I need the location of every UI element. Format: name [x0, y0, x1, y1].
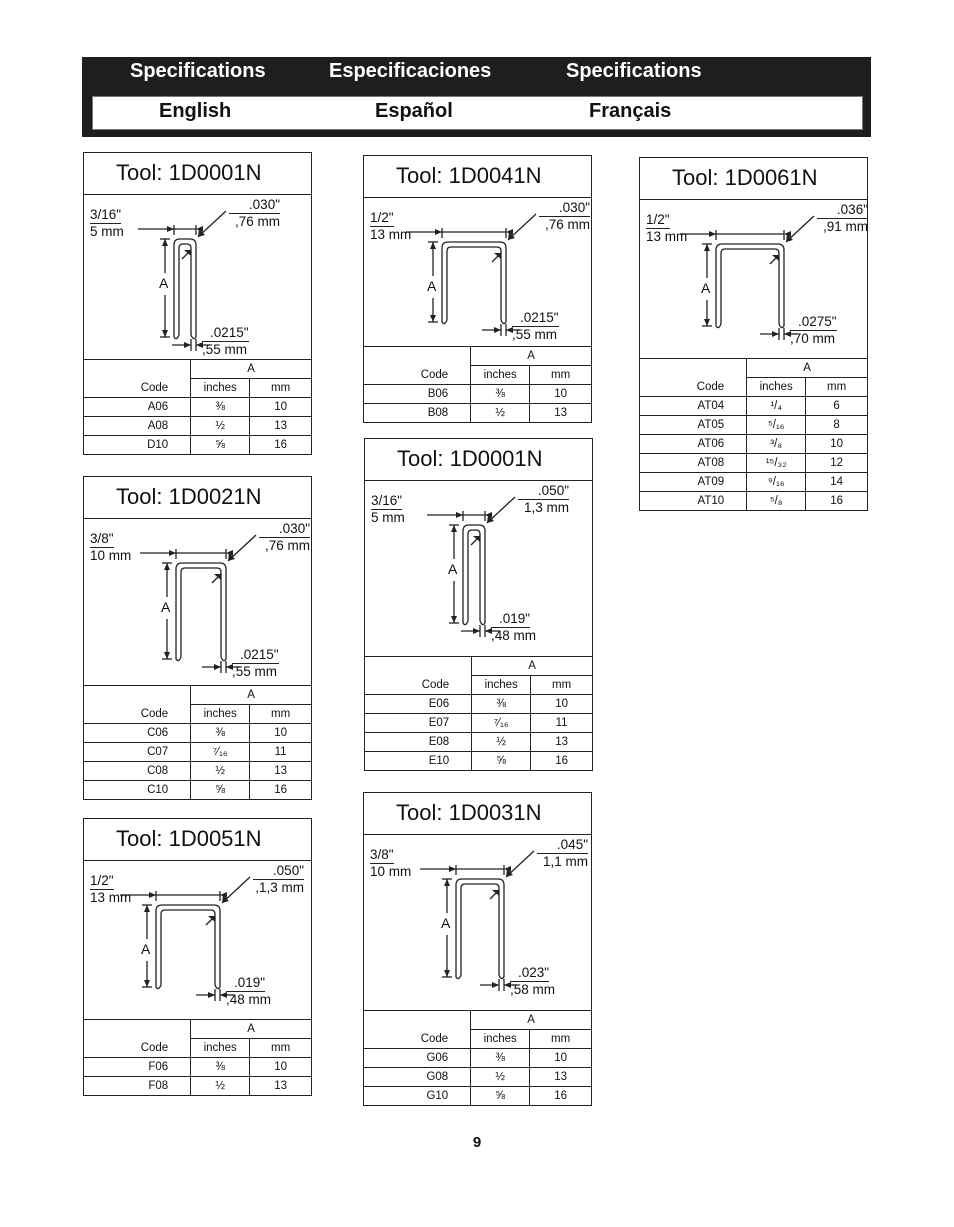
length-mm: 13	[531, 733, 592, 752]
wire-thickness-inches: .0215"	[202, 325, 249, 342]
length-inches: ½	[472, 733, 531, 752]
code-header: Code	[364, 1030, 471, 1049]
table-row	[84, 743, 311, 762]
length-inches: ⁵/₈	[747, 492, 806, 511]
crown-width-inches: 1/2"	[646, 212, 670, 227]
staple-diagram	[84, 861, 311, 1020]
wire-width-inches: .030"	[539, 200, 590, 217]
wire-width-label	[220, 197, 280, 230]
inches-header: inches	[191, 705, 250, 724]
length-inches: ½	[471, 404, 530, 423]
staple-code: G06	[364, 1049, 471, 1068]
table-row	[84, 724, 311, 743]
table-row	[84, 1077, 311, 1096]
staple-spec-table	[84, 686, 311, 799]
wire-thickness-inches: .0215"	[512, 310, 559, 327]
length-inches: ½	[191, 762, 250, 781]
tool-card-1d0001n-b	[364, 438, 593, 771]
wire-width-mm: 1,1 mm	[542, 854, 588, 869]
code-header: Code	[364, 366, 471, 385]
staple-spec-table	[84, 360, 311, 454]
wire-width-mm: ,1,3 mm	[255, 880, 304, 895]
length-mm: 13	[530, 404, 591, 423]
staple-spec-table	[365, 657, 592, 770]
mm-header: mm	[552, 679, 572, 691]
wire-width-label	[509, 483, 569, 516]
wire-thickness-mm: ,70 mm	[790, 331, 836, 346]
tool-title: Tool: 1D0001N	[365, 439, 592, 481]
leg-length-label: A	[141, 941, 151, 957]
staple-code: D10	[84, 436, 191, 455]
length-inches: ⅜	[471, 1049, 530, 1068]
leg-length-label: A	[161, 599, 171, 615]
staple-code: AT10	[640, 492, 747, 511]
length-inches: ⁵/₁₆	[747, 416, 806, 435]
length-inches: ⅝	[472, 752, 531, 771]
staple-code: A08	[84, 417, 191, 436]
mm-header: mm	[271, 708, 291, 720]
staple-spec-table	[640, 359, 867, 510]
wire-width-inches: .030"	[259, 521, 310, 538]
specifications-header	[82, 57, 871, 137]
header-especificaciones: Especificaciones	[329, 60, 492, 82]
staple-code: E07	[365, 714, 472, 733]
code-header: Code	[640, 378, 747, 397]
wire-width-label	[808, 202, 868, 235]
table-row	[365, 695, 592, 714]
wire-thickness-label	[202, 325, 249, 358]
staple-code: F06	[84, 1058, 191, 1077]
inches-header: inches	[472, 676, 531, 695]
crown-width-mm: 5 mm	[90, 224, 124, 239]
crown-width-mm: 10 mm	[90, 548, 132, 563]
crown-width-label	[90, 207, 124, 240]
wire-thickness-mm: ,48 mm	[491, 628, 537, 643]
table-row	[84, 417, 311, 436]
lang-espanol: Español	[375, 100, 453, 122]
length-inches: ⅝	[191, 781, 250, 800]
table-row	[84, 436, 311, 455]
staple-diagram	[84, 195, 311, 360]
table-row	[364, 1068, 591, 1087]
leg-length-label: A	[701, 280, 711, 296]
leg-length-label: A	[441, 915, 451, 931]
crown-width-mm: 13 mm	[370, 227, 412, 242]
wire-width-mm: ,76 mm	[234, 214, 280, 229]
inches-header: inches	[471, 1030, 530, 1049]
staple-code: C08	[84, 762, 191, 781]
table-row	[365, 714, 592, 733]
wire-width-inches: .030"	[229, 197, 280, 214]
staple-spec-table	[84, 1020, 311, 1095]
length-mm: 10	[806, 435, 867, 454]
staple-diagram	[640, 200, 867, 359]
wire-thickness-label	[790, 314, 837, 347]
table-row	[365, 752, 592, 771]
leg-length-header: A	[191, 686, 311, 705]
staple-code: AT06	[640, 435, 747, 454]
table-row	[640, 473, 867, 492]
staple-code: C06	[84, 724, 191, 743]
table-row	[640, 416, 867, 435]
crown-width-mm: 13 mm	[646, 229, 688, 244]
crown-width-inches: 1/2"	[370, 210, 394, 225]
inches-header: inches	[191, 379, 250, 398]
wire-thickness-label	[510, 965, 555, 998]
length-inches: ¹/₄	[747, 397, 806, 416]
wire-thickness-inches: .023"	[510, 965, 549, 982]
length-mm: 10	[250, 724, 311, 743]
wire-thickness-label	[226, 975, 271, 1008]
tool-card-1d0001n-a	[83, 152, 312, 455]
tool-card-1d0021n	[83, 476, 312, 800]
wire-thickness-inches: .0275"	[790, 314, 837, 331]
tool-card-1d0061n	[639, 157, 868, 511]
table-row	[84, 398, 311, 417]
crown-width-label	[90, 531, 131, 564]
staple-diagram	[364, 835, 591, 1011]
length-inches: ³/₈	[747, 435, 806, 454]
crown-width-inches: 3/16"	[371, 493, 403, 508]
code-header: Code	[365, 676, 472, 695]
crown-width-label	[90, 873, 131, 906]
tool-title: Tool: 1D0021N	[84, 477, 311, 519]
leg-length-header: A	[471, 347, 591, 366]
crown-width-inches: 3/8"	[370, 847, 394, 862]
crown-width-label	[370, 847, 411, 880]
mm-header: mm	[551, 1033, 571, 1045]
length-inches: ⅜	[191, 1058, 250, 1077]
tool-title: Tool: 1D0061N	[640, 158, 867, 200]
staple-code: B06	[364, 385, 471, 404]
staple-code: AT05	[640, 416, 747, 435]
crown-width-inches: 3/8"	[90, 531, 114, 546]
length-mm: 11	[250, 743, 311, 762]
table-row	[640, 397, 867, 416]
tool-card-1d0041n	[363, 155, 592, 423]
wire-width-mm: ,76 mm	[264, 538, 310, 553]
staple-code: A06	[84, 398, 191, 417]
crown-width-label	[371, 493, 405, 526]
wire-thickness-label	[232, 647, 279, 680]
staple-diagram	[84, 519, 311, 686]
mm-header: mm	[271, 1042, 291, 1054]
wire-width-label	[528, 837, 588, 870]
staple-code: E08	[365, 733, 472, 752]
crown-width-label	[646, 212, 687, 245]
staple-code: AT09	[640, 473, 747, 492]
length-mm: 12	[806, 454, 867, 473]
leg-length-header: A	[191, 360, 311, 379]
table-row	[364, 385, 591, 404]
length-inches: ⁹/₁₆	[747, 473, 806, 492]
length-inches: ⅝	[471, 1087, 530, 1106]
length-mm: 10	[250, 398, 311, 417]
page-number: 9	[472, 1134, 482, 1151]
wire-thickness-mm: ,55 mm	[232, 664, 278, 679]
length-mm: 13	[530, 1068, 591, 1087]
staple-code: AT04	[640, 397, 747, 416]
length-mm: 11	[531, 714, 592, 733]
length-inches: ½	[471, 1068, 530, 1087]
length-mm: 16	[806, 492, 867, 511]
wire-thickness-mm: ,58 mm	[510, 982, 556, 997]
crown-width-inches: 1/2"	[90, 873, 114, 888]
header-specifications-fr: Specifications	[566, 60, 702, 82]
wire-width-label	[250, 521, 310, 554]
length-mm: 10	[530, 1049, 591, 1068]
leg-length-label: A	[427, 278, 437, 294]
tool-title: Tool: 1D0041N	[364, 156, 591, 198]
wire-width-inches: .045"	[537, 837, 588, 854]
length-mm: 10	[531, 695, 592, 714]
table-row	[364, 404, 591, 423]
length-mm: 16	[250, 781, 311, 800]
wire-thickness-inches: .019"	[226, 975, 265, 992]
crown-width-mm: 10 mm	[370, 864, 412, 879]
length-mm: 14	[806, 473, 867, 492]
lang-francais: Français	[589, 100, 672, 122]
table-row	[84, 1058, 311, 1077]
staple-code: C10	[84, 781, 191, 800]
table-row	[640, 492, 867, 511]
crown-width-mm: 5 mm	[371, 510, 405, 525]
length-inches: ⅜	[471, 385, 530, 404]
length-mm: 10	[250, 1058, 311, 1077]
staple-code: B08	[364, 404, 471, 423]
length-mm: 16	[250, 436, 311, 455]
length-mm: 13	[250, 1077, 311, 1096]
length-mm: 6	[806, 397, 867, 416]
wire-width-inches: .036"	[817, 202, 868, 219]
length-inches: ⁷⁄₁₆	[472, 714, 531, 733]
mm-header: mm	[827, 381, 847, 393]
length-inches: ⅜	[472, 695, 531, 714]
mm-header: mm	[551, 369, 571, 381]
leg-length-label: A	[159, 275, 169, 291]
length-inches: ⅜	[191, 724, 250, 743]
staple-diagram	[365, 481, 592, 657]
length-inches: ½	[191, 417, 250, 436]
length-inches: ⁷⁄₁₆	[191, 743, 250, 762]
staple-diagram	[364, 198, 591, 347]
table-row	[84, 781, 311, 800]
length-mm: 16	[531, 752, 592, 771]
inches-header: inches	[471, 366, 530, 385]
inches-header: inches	[191, 1039, 250, 1058]
leg-length-header: A	[472, 657, 592, 676]
length-inches: ⅝	[191, 436, 250, 455]
crown-width-mm: 13 mm	[90, 890, 132, 905]
table-row	[84, 762, 311, 781]
table-row	[364, 1049, 591, 1068]
tool-title: Tool: 1D0031N	[364, 793, 591, 835]
staple-code: E10	[365, 752, 472, 771]
inches-header: inches	[747, 378, 806, 397]
wire-width-label	[530, 200, 590, 233]
staple-code: F08	[84, 1077, 191, 1096]
wire-thickness-mm: ,55 mm	[512, 327, 558, 342]
leg-length-header: A	[747, 359, 867, 378]
length-mm: 13	[250, 762, 311, 781]
staple-code: C07	[84, 743, 191, 762]
length-mm: 8	[806, 416, 867, 435]
language-row	[92, 96, 863, 130]
table-row	[364, 1087, 591, 1106]
crown-width-label	[370, 210, 411, 243]
wire-width-label	[244, 863, 304, 896]
table-row	[365, 733, 592, 752]
length-mm: 16	[530, 1087, 591, 1106]
code-header: Code	[84, 379, 191, 398]
length-mm: 10	[530, 385, 591, 404]
code-header: Code	[84, 705, 191, 724]
leg-length-header: A	[191, 1020, 311, 1039]
wire-width-mm: 1,3 mm	[523, 500, 569, 515]
tool-card-1d0031n	[363, 792, 592, 1106]
wire-width-inches: .050"	[253, 863, 304, 880]
staple-spec-table	[364, 1011, 591, 1105]
staple-code: G10	[364, 1087, 471, 1106]
tool-card-1d0051n	[83, 818, 312, 1096]
tool-title: Tool: 1D0051N	[84, 819, 311, 861]
length-inches: ¹⁵/₃₂	[747, 454, 806, 473]
wire-thickness-label	[512, 310, 559, 343]
wire-width-mm: ,76 mm	[544, 217, 590, 232]
length-inches: ½	[191, 1077, 250, 1096]
header-specifications-en: Specifications	[130, 60, 266, 82]
wire-width-mm: ,91 mm	[822, 219, 868, 234]
staple-code: E06	[365, 695, 472, 714]
length-inches: ⅜	[191, 398, 250, 417]
wire-width-inches: .050"	[518, 483, 569, 500]
table-row	[640, 435, 867, 454]
wire-thickness-mm: ,55 mm	[202, 342, 248, 357]
mm-header: mm	[271, 382, 291, 394]
leg-length-label: A	[448, 561, 458, 577]
staple-code: G08	[364, 1068, 471, 1087]
wire-thickness-label	[491, 611, 536, 644]
table-row	[640, 454, 867, 473]
staple-spec-table	[364, 347, 591, 422]
tool-title: Tool: 1D0001N	[84, 153, 311, 195]
crown-width-inches: 3/16"	[90, 207, 122, 222]
code-header: Code	[84, 1039, 191, 1058]
staple-code: AT08	[640, 454, 747, 473]
lang-english: English	[159, 100, 232, 122]
length-mm: 13	[250, 417, 311, 436]
wire-thickness-mm: ,48 mm	[226, 992, 272, 1007]
wire-thickness-inches: .0215"	[232, 647, 279, 664]
wire-thickness-inches: .019"	[491, 611, 530, 628]
leg-length-header: A	[471, 1011, 591, 1030]
